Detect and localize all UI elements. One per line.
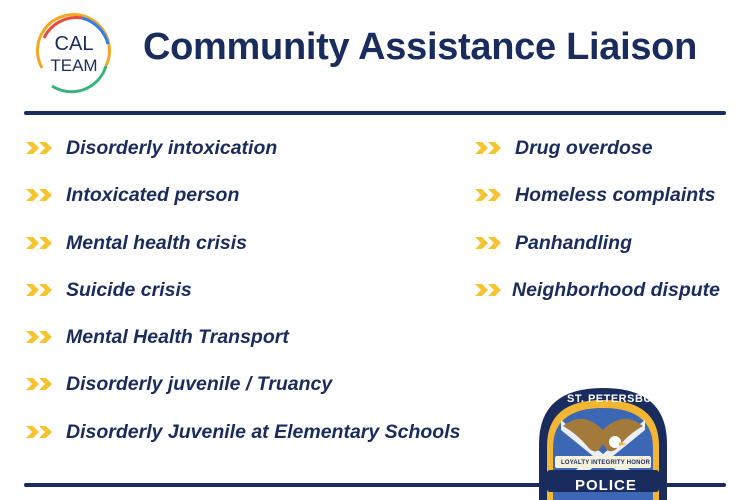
list-item-label: Homeless complaints: [515, 184, 716, 207]
list-item: [24, 278, 461, 325]
cal-team-logo-icon: [22, 8, 122, 96]
logo-line2: TEAM: [50, 56, 98, 75]
list-item-label: Neighborhood dispute: [512, 278, 720, 301]
list-item: [24, 325, 461, 372]
list-item-label: Suicide crisis: [66, 278, 192, 301]
logo-line1: CAL: [54, 33, 94, 55]
badge-motto-text: LOYALTY INTEGRITY HONOR: [561, 460, 651, 466]
list-item: [473, 231, 720, 278]
double-chevron-icon: [24, 420, 58, 444]
double-chevron-icon: [473, 183, 507, 207]
double-chevron-icon: [473, 136, 507, 160]
double-chevron-icon: [24, 372, 58, 396]
list-item-label: Panhandling: [515, 231, 632, 254]
double-chevron-icon: [24, 231, 58, 255]
badge-police-text: POLICE: [575, 477, 637, 494]
double-chevron-icon: [24, 278, 58, 302]
page-title: Community Assistance Liaison: [143, 26, 697, 68]
list-item-label: Mental Health Transport: [66, 326, 289, 349]
list-item: [24, 231, 461, 278]
police-badge: [533, 384, 673, 500]
left-call-type-list: [24, 136, 461, 467]
list-item-label: Disorderly intoxication: [66, 137, 278, 159]
badge-city-text: ST. PETERSBURG: [567, 393, 670, 405]
list-item-label: Disorderly juvenile / Truancy: [66, 373, 333, 396]
list-item: [24, 136, 461, 183]
double-chevron-icon: [24, 183, 58, 207]
list-item: [24, 183, 461, 230]
list-item: [24, 372, 461, 419]
list-item: [473, 278, 720, 325]
list-item-label: Intoxicated person: [66, 184, 240, 207]
double-chevron-icon: [24, 325, 58, 349]
double-chevron-icon: [24, 136, 58, 160]
list-item: [24, 420, 461, 467]
right-call-type-list: [473, 136, 720, 325]
list-item-label: Disorderly Juvenile at Elementary Schools: [66, 420, 461, 443]
top-divider: [24, 111, 726, 115]
double-chevron-icon: [473, 231, 507, 255]
list-item-label: Mental health crisis: [66, 231, 247, 254]
double-chevron-icon: [473, 278, 507, 302]
list-item-label: Drug overdose: [515, 137, 653, 159]
list-item: [473, 183, 720, 230]
list-item: [473, 136, 720, 183]
cal-team-logo: [22, 8, 122, 96]
